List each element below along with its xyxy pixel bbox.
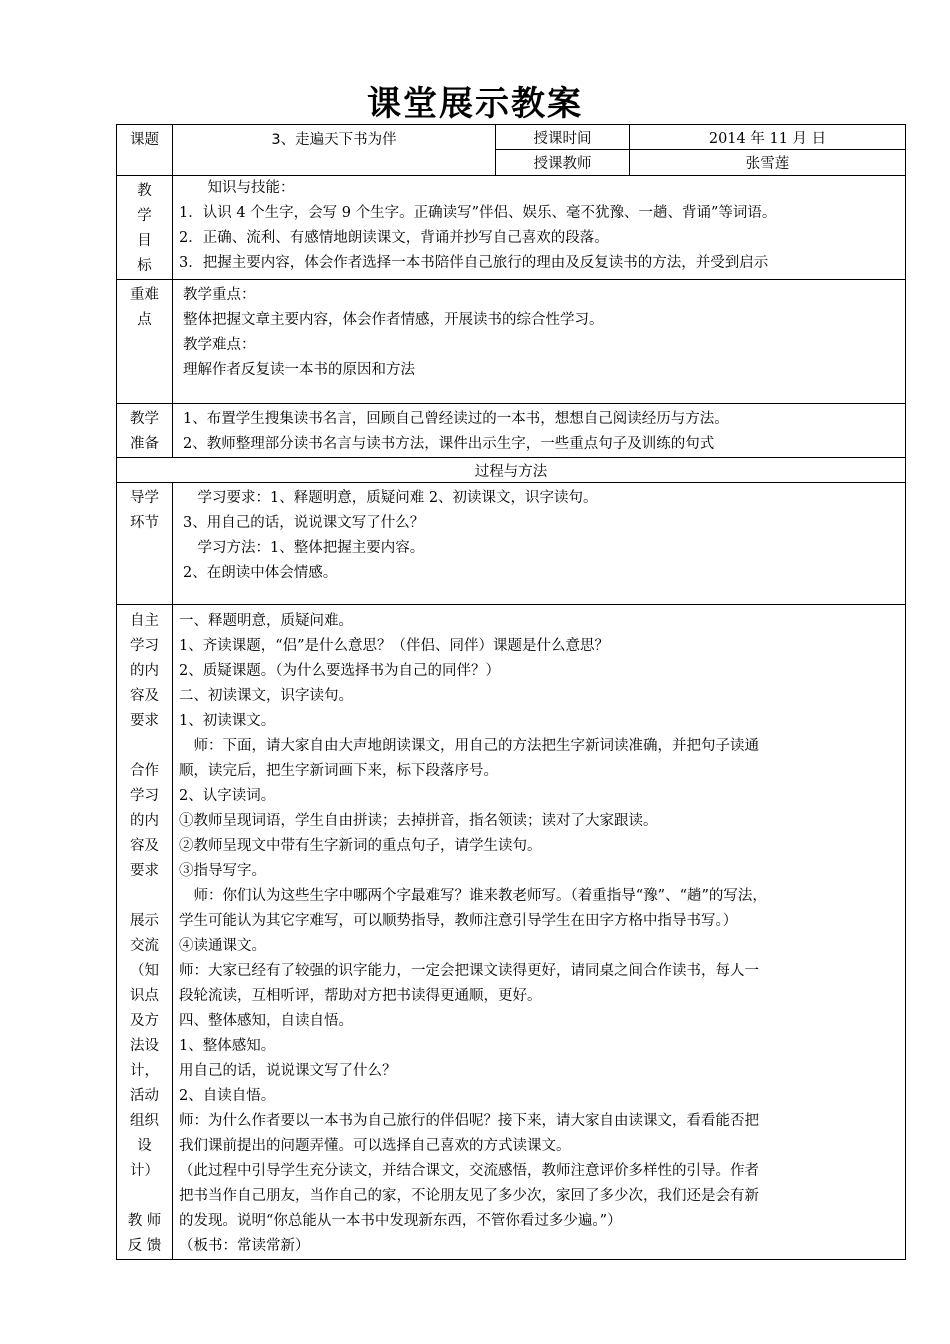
prep-content: 1、布置学生搜集读书名言，回顾自己曾经读过的一本书，想想自己阅读经历与方法。 2、教师整理部分读书名言与读书方法，课件出示生字，一些重点句子及训练的句式 (173, 404, 906, 458)
key-points-label: 重难 点 (117, 280, 173, 404)
key-points-content: 教学重点： 整体把握文章主要内容，体会作者情感，开展读书的综合性学习。 教学难点： 理解作者反复读一本书的原因和方法 (173, 280, 906, 404)
main-content: 一、释题明意，质疑问难。 1、齐读课题，“侣”是什么意思？（伴侣、同伴）课题是什么意思？ 2、质疑课题。（为什么要选择书为自己的同伴？） 二、初读课文，识字读句。 1、初读课文。 师：下面，请大家自由大声地朗读课文，用自己的方法把生字新词读准确，并把句子读通 顺，读完后，把生字新词画下来，标下段落序号。 2、认字读词。 ①教师呈现词语，学生自由拼读；去掉拼音，指名领读；读对了大家跟读。 ②教师呈现文中带有生字新词的重点句子，请学生读句。 ③指导写字。 师：你们认为这些生字中哪两个字最难写？谁来教老师写。（着重指导“豫”、“趟”的写法， 学生可能认为其它字难写，可以顺势指导，教师注意引导学生在田字方格中指导书写。） ④读通课文。 师：大家已经有了较强的识字能力，一定会把课文读得更好，请同桌之间合作读书，每人一 段轮流读，互相听评，帮助对方把书读得更通顺，更好。 四、整体感知，自读自悟。 1、整体感知。 用自己的话，说说课文写了什么？ 2、自读自悟。 师：为什么作者要以一本书为自己旅行的伴侣呢？接下来，请大家自由读课文，看看能否把 我们课前提出的问题弄懂。可以选择自己喜欢的方式读课文。 （此过程中引导学生充分读文，并结合课文，交流感悟，教师注意评价多样性的引导。作者 把书当作自己朋友，当作自己的家，不论朋友见了多少次，家回了多少次，我们还是会有新 的发现。说明“你总能从一本书中发现新东西，不管你看过多少遍。”） （板书：常读常新） (173, 605, 906, 1260)
guide-content: 学习要求：1、释题明意，质疑问难 2、初读课文，识字读句。 3、用自己的话，说说课文写了什么？ 学习方法：1、整体把握主要内容。 2、在朗读中体会情感。 (173, 483, 906, 605)
process-header: 过程与方法 (117, 458, 906, 483)
topic-label: 课题 (117, 125, 173, 176)
goals-label: 教 学 目 标 (117, 176, 173, 280)
topic-value: 3、走遍天下书为伴 (173, 125, 496, 176)
time-label: 授课时间 (496, 125, 630, 150)
teacher-value: 张雪莲 (630, 150, 906, 176)
lesson-plan-table (116, 124, 906, 1260)
goals-content: 知识与技能： 1．认识 4 个生字，会写 9 个生字。正确读写”伴侣、娱乐、毫不犹豫、一趟、背诵”等词语。 2．正确、流利、有感情地朗读课文，背诵并抄写自己喜欢的段落。 3．把握主要内容，体会作者选择一本书陪伴自己旅行的理由及反复读书的方法，并受到启示 (173, 176, 906, 280)
time-value: 2014 年 11 月 日 (630, 125, 906, 150)
prep-label: 教学 准备 (117, 404, 173, 458)
teacher-label: 授课教师 (496, 150, 630, 176)
main-label: 自主 学习 的内 容及 要求 合作 学习 的内 容及 要求 展示 交流 （知 识点 及方 法设 计， 活动 组织 设 计） 教 师 反 馈 (117, 605, 173, 1260)
page-title: 课堂展示教案 (367, 84, 583, 124)
guide-label: 导学 环节 (117, 483, 173, 605)
